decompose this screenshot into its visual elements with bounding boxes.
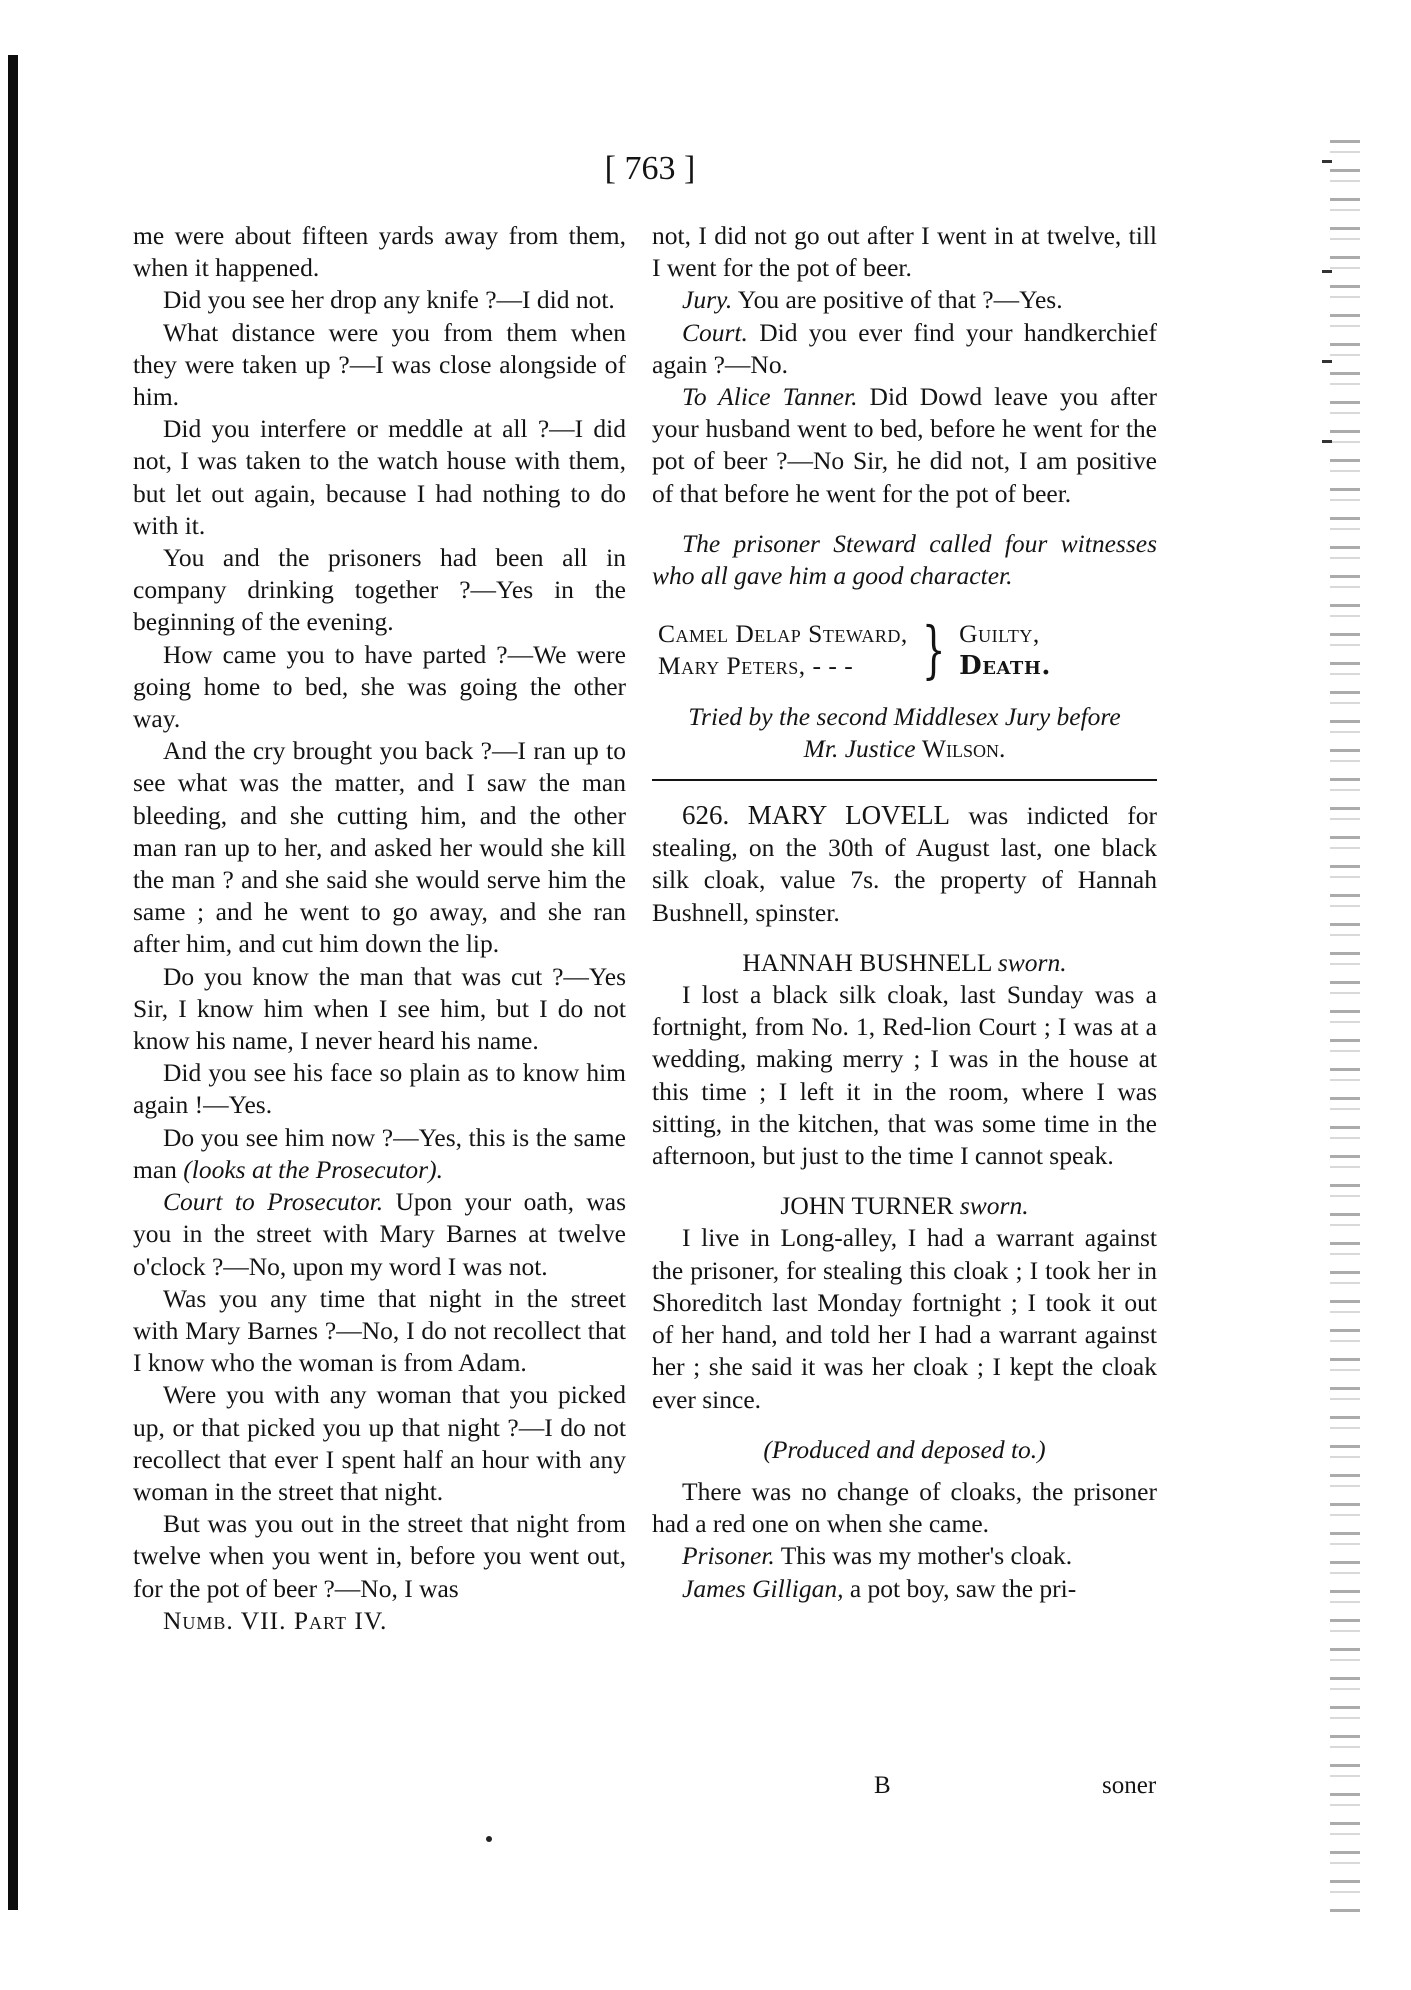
section-divider	[652, 779, 1157, 781]
paragraph-text: a pot boy, saw the pri-	[843, 1573, 1077, 1603]
paragraph	[133, 1379, 626, 1508]
paragraph-text: Did you ever find your handkerchief again ?—No.	[652, 317, 1157, 379]
binding-shadow	[8, 55, 18, 1910]
paragraph-text: Did Dowd leave you after your husband went to bed, before he went for the pot of beer ?—No Sir, he did not, I am positive of that before he went for the pot of beer.	[652, 382, 1157, 508]
paragraph-text: not, I did not go out after I went in at twelve, till I went for the pot of beer.	[652, 221, 1157, 283]
right-top-paragraphs	[652, 220, 1157, 510]
witness-2-name: JOHN TURNER	[780, 1191, 954, 1221]
case-number: 626.	[682, 800, 730, 831]
catchword: soner	[1102, 1772, 1157, 1799]
paragraph	[133, 735, 626, 960]
paragraph-text: You and the prisoners had been all in company drinking together ?—Yes in the beginning of the evening.	[133, 543, 626, 637]
speaker-label: Court.	[682, 317, 748, 347]
paragraph	[652, 317, 1157, 381]
edge-mark	[1322, 360, 1332, 363]
paragraph	[652, 381, 1157, 510]
paragraph-text: This was my mother's cloak.	[774, 1541, 1073, 1571]
witness-1-name: HANNAH BUSHNELL	[742, 947, 992, 977]
paragraph-text: How came you to have parted ?—We were going home to bed, she was going the other way.	[133, 639, 626, 734]
paragraph	[133, 639, 626, 736]
paragraph-text: What distance were you from them when they were taken up ?—I was close alongside of him.	[133, 317, 626, 412]
right-bottom-paragraphs	[652, 1476, 1157, 1605]
paragraph-text: There was no change of cloaks, the prisoner had a red one on when she came.	[652, 1476, 1157, 1539]
edge-mark	[1322, 160, 1332, 163]
paragraph-text: And the cry brought you back ?—I ran up to see what was the matter, and I saw the man bleeding, and she cutting him, and the other man ran up to her, and asked her would she kill the man ? and she said she would serve him the same ; and he went to go away, and she ran after him, and cut him down the lip.	[133, 736, 626, 959]
produced-note: (Produced and deposed to.)	[763, 1434, 1046, 1464]
verdict-results	[959, 618, 1051, 682]
speaker-label: James Gilligan,	[682, 1573, 844, 1603]
paragraph	[652, 220, 1157, 284]
left-column	[133, 220, 626, 1637]
paragraph	[133, 220, 626, 284]
speaker-label: Jury.	[682, 285, 733, 315]
signature-mark: B	[874, 1772, 891, 1799]
paragraph	[652, 1476, 1157, 1540]
paragraph-text: Upon your oath, was you in the street with Mary Barnes at twelve o'clock ?—No, upon my word I was not.	[133, 1187, 627, 1281]
paragraph-text: Did you interfere or meddle at all ?—I did not, I was taken to the watch house with them, but let out again, because I had nothing to do with it.	[133, 414, 626, 540]
paragraph	[133, 1057, 626, 1121]
paragraph	[133, 1508, 626, 1605]
speaker-label: Prisoner.	[682, 1541, 775, 1571]
paragraph	[133, 413, 626, 542]
verdict-block	[658, 613, 1157, 687]
paragraph	[133, 284, 626, 316]
witness-1-testimony: I lost a black silk cloak, last Sunday was a fortnight, from No. 1, Red-lion Court ; I was at a wedding, making merry ; I was in the house at this time ; I left it in the room, where I was sitting, in the kitchen, that was some time in the afternoon, but just to the time I cannot speak.	[652, 980, 1157, 1171]
indictment-text: was indicted for stealing, on the 30th of August last, one black silk cloak, value 7s. the property of Hannah Bushnell, spinster.	[652, 801, 1157, 927]
paragraph-text: You are positive of that ?—Yes.	[732, 285, 1063, 315]
page-number: [ 763 ]	[604, 150, 696, 187]
paragraph-text: Did you see his face so plain as to know him again !—Yes.	[133, 1058, 626, 1120]
number-part-label: Numb. VII. Part IV.	[163, 1605, 388, 1635]
verdict-result-2: Death.	[959, 651, 1051, 682]
paragraph	[652, 1573, 1157, 1605]
paragraph-text: Do you know the man that was cut ?—Yes Sir, I know him when I see him, but I do not know his name, I never heard his name.	[133, 961, 626, 1056]
paragraph-text: But was you out in the street that night from twelve when you went in, before you went out, for the pot of beer ?—No, I was	[133, 1509, 626, 1603]
justice-title: Mr. Justice	[803, 733, 916, 763]
case-heading	[652, 799, 1157, 929]
paragraph-text: Do you see him now ?—Yes, this is the same man	[133, 1122, 626, 1184]
paragraph-text: Was you any time that night in the street with Mary Barnes ?—No, I do not recollect that I know who the woman is from Adam.	[133, 1283, 626, 1378]
paragraph	[133, 1283, 626, 1380]
verdict-name-1: Camel Delap Steward,	[658, 619, 908, 649]
paragraph-text: me were about fifteen yards away from them, when it happened.	[133, 221, 626, 283]
defendant-name: MARY LOVELL	[747, 800, 951, 831]
verdict-names	[658, 618, 908, 682]
brace-icon: }	[921, 613, 946, 687]
verdict-name-2: Mary Peters, - - -	[658, 651, 854, 681]
paragraph	[652, 1540, 1157, 1572]
paragraph	[133, 1122, 626, 1186]
witness-2-testimony: I live in Long-alley, I had a warrant against the prisoner, for stealing this cloak ; I took her in Shoreditch last Monday fortnight ; I took it out of her hand, and told her I had a warrant against her ; she said it was her cloak ; I kept the cloak ever since.	[652, 1223, 1157, 1414]
stage-direction: (looks at the Prosecutor).	[176, 1154, 443, 1184]
speaker-label: To Alice Tanner.	[682, 382, 858, 412]
witness-1-heading	[652, 947, 1157, 979]
paragraph	[133, 317, 626, 414]
right-column	[652, 220, 1157, 1605]
witness-2-sworn: sworn.	[959, 1191, 1029, 1221]
edge-mark	[1322, 440, 1332, 443]
paragraph	[133, 961, 626, 1058]
character-note: The prisoner Steward called four witnesses who all gave him a good character.	[652, 528, 1157, 591]
justice-name: Wilson.	[921, 733, 1006, 763]
paragraph	[652, 284, 1157, 316]
edge-mark	[1322, 270, 1332, 273]
verdict-result-1: Guilty,	[959, 619, 1040, 649]
footer-signature-line	[133, 1605, 626, 1637]
witness-1-sworn: sworn.	[997, 947, 1067, 977]
speaker-label: Court to Prosecutor.	[163, 1187, 384, 1217]
paragraph	[133, 542, 626, 639]
witness-2-heading	[652, 1190, 1157, 1222]
paragraph-text: Did you see her drop any knife ?—I did not.	[163, 285, 615, 315]
left-paragraphs	[133, 220, 626, 1605]
ink-dot	[486, 1836, 492, 1842]
page-edge-specks	[1330, 140, 1360, 1920]
tried-line-1: Tried by the second Middlesex Jury before	[688, 701, 1121, 731]
paragraph-text: Were you with any woman that you picked up, or that picked you up that night ?—I do not recollect that ever I spent half an hour with any woman in the street that night.	[133, 1380, 626, 1506]
paragraph	[133, 1186, 626, 1283]
tried-line-2	[652, 733, 1157, 765]
